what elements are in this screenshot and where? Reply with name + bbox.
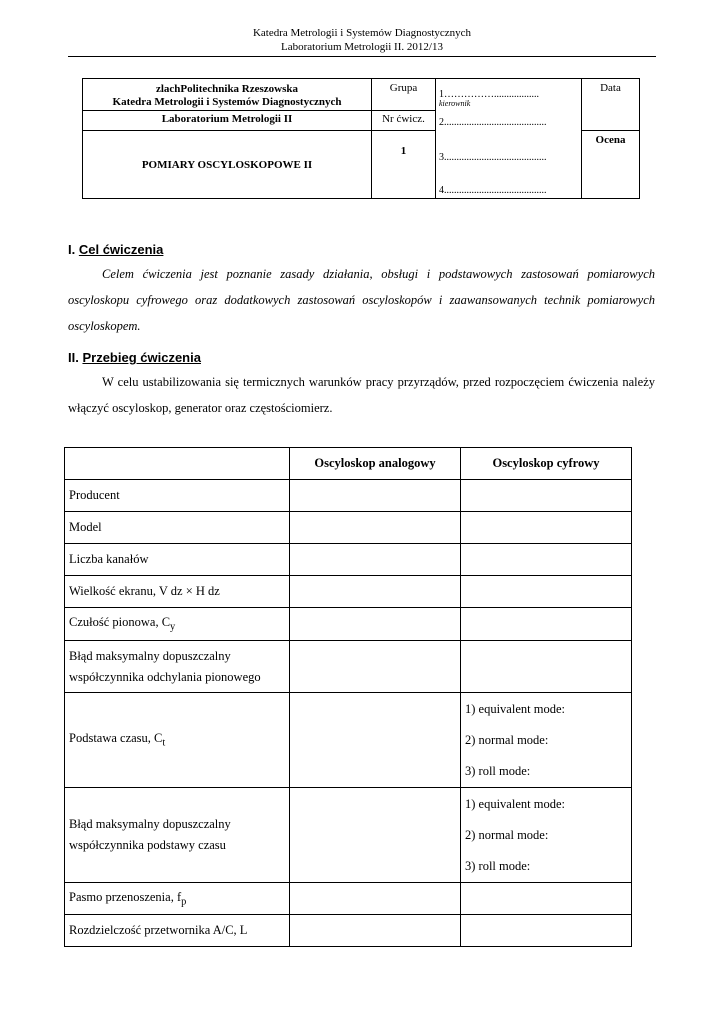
timebase-error-mode-normal: 2) normal mode: bbox=[465, 827, 549, 842]
row-label-producent: Producent bbox=[65, 480, 290, 512]
timebase-error-mode-equivalent: 1) equivalent mode: bbox=[465, 796, 565, 811]
kierownik-label: kierownik bbox=[439, 99, 471, 108]
cell-digital-bandwidth[interactable] bbox=[461, 883, 632, 915]
section1-text-block bbox=[68, 261, 655, 339]
department-name: Katedra Metrologii i Systemów Diagnostycznych bbox=[112, 96, 342, 108]
university-name: zlachPolitechnika Rzeszowska bbox=[155, 83, 299, 95]
timebase-error-line2: współczynnika podstawy czasu bbox=[69, 838, 226, 852]
cell-analog-sensitivity[interactable] bbox=[290, 608, 461, 641]
row-label-vertical-error bbox=[65, 641, 290, 693]
cell-digital-adc[interactable] bbox=[461, 915, 632, 947]
student-names-cell bbox=[436, 79, 582, 199]
exercise-form-table bbox=[82, 78, 640, 199]
cell-analog-vertical-error[interactable] bbox=[290, 641, 461, 693]
running-header bbox=[0, 26, 724, 54]
vertical-error-line2: współczynnika odchylania pionowego bbox=[69, 669, 261, 684]
nr-cwicz-label: Nr ćwicz. bbox=[372, 111, 436, 131]
table-row bbox=[65, 693, 632, 788]
header-empty-cell bbox=[65, 448, 290, 480]
row-label-channels: Liczba kanałów bbox=[65, 544, 290, 576]
row-label-adc: Rozdzielczość przetwornika A/C, L bbox=[65, 915, 290, 947]
row-label-sensitivity bbox=[65, 608, 290, 641]
vertical-error-line1: Błąd maksymalny dopuszczalny bbox=[69, 648, 231, 663]
table-row bbox=[65, 608, 632, 641]
table-row bbox=[65, 788, 632, 883]
nr-cwicz-value: 1 bbox=[372, 131, 436, 199]
university-cell bbox=[83, 79, 372, 111]
section1-heading bbox=[68, 242, 163, 257]
timebase-error-line1: Błąd maksymalny dopuszczalny bbox=[69, 817, 231, 831]
row-label-timebase-error bbox=[65, 788, 290, 883]
header-rule bbox=[68, 56, 656, 57]
cell-digital-vertical-error[interactable] bbox=[461, 641, 632, 693]
running-header-line2: Laboratorium Metrologii II. 2012/13 bbox=[281, 41, 443, 53]
lab-name: Laboratorium Metrologii II bbox=[83, 111, 372, 131]
column-digital: Oscyloskop cyfrowy bbox=[461, 448, 632, 480]
cell-digital-model[interactable] bbox=[461, 512, 632, 544]
ocena-cell: Ocena bbox=[582, 131, 640, 199]
cell-digital-channels[interactable] bbox=[461, 544, 632, 576]
table-row bbox=[65, 512, 632, 544]
cell-analog-timebase[interactable] bbox=[290, 693, 461, 788]
section2-heading bbox=[68, 350, 201, 365]
cell-analog-adc[interactable] bbox=[290, 915, 461, 947]
student-line-2: 2......................................... bbox=[439, 117, 547, 128]
section1-text: Celem ćwiczenia jest poznanie zasady działania, obsługi i podstawowych zastosowań pomiarowych oscyloskopu cyfrowego oraz dodatkowych zastosowań oscyloskopów i zaawansowanych technik pomiarowych oscyloskopem. bbox=[68, 267, 655, 333]
table-row bbox=[65, 544, 632, 576]
section2-text: W celu ustabilizowania się termicznych warunków pracy przyrządów, przed rozpoczęciem ćwiczenia należy włączyć oscyloskop, generator oraz częstościomierz. bbox=[68, 375, 655, 415]
section2-title: Przebieg ćwiczenia bbox=[82, 350, 201, 365]
exercise-title: POMIARY OSCYLOSKOPOWE II bbox=[83, 131, 372, 199]
cell-digital-sensitivity[interactable] bbox=[461, 608, 632, 641]
student-line-4: 4......................................... bbox=[439, 185, 547, 196]
cell-analog-channels[interactable] bbox=[290, 544, 461, 576]
sensitivity-subscript: y bbox=[170, 621, 176, 633]
oscilloscope-comparison-table bbox=[64, 447, 632, 947]
table-header-row bbox=[65, 448, 632, 480]
bandwidth-subscript: p bbox=[181, 896, 187, 908]
running-header-line1: Katedra Metrologii i Systemów Diagnostycznych bbox=[252, 27, 472, 39]
bandwidth-label: Pasmo przenoszenia, f bbox=[69, 889, 182, 904]
cell-digital-producent[interactable] bbox=[461, 480, 632, 512]
cell-digital-screen[interactable] bbox=[461, 576, 632, 608]
timebase-subscript: t bbox=[162, 737, 166, 749]
cell-analog-producent[interactable] bbox=[290, 480, 461, 512]
row-label-model: Model bbox=[65, 512, 290, 544]
row-label-bandwidth bbox=[65, 883, 290, 915]
section2-text-block bbox=[68, 369, 655, 421]
row-label-timebase bbox=[65, 693, 290, 788]
timebase-mode-normal: 2) normal mode: bbox=[465, 732, 549, 747]
table-row bbox=[65, 641, 632, 693]
timebase-mode-roll: 3) roll mode: bbox=[465, 763, 531, 778]
cell-analog-screen[interactable] bbox=[290, 576, 461, 608]
timebase-error-mode-roll: 3) roll mode: bbox=[465, 858, 531, 873]
student-line-3: 3......................................... bbox=[439, 152, 547, 163]
cell-analog-timebase-error[interactable] bbox=[290, 788, 461, 883]
table-row bbox=[65, 576, 632, 608]
section1-number: I. bbox=[68, 242, 76, 257]
column-analog: Oscyloskop analogowy bbox=[290, 448, 461, 480]
cell-analog-bandwidth[interactable] bbox=[290, 883, 461, 915]
table-row bbox=[65, 883, 632, 915]
row-label-screen: Wielkość ekranu, V dz × H dz bbox=[65, 576, 290, 608]
grupa-cell: Grupa bbox=[372, 79, 436, 111]
section2-number: II. bbox=[68, 350, 79, 365]
sensitivity-label: Czułość pionowa, C bbox=[69, 615, 171, 630]
timebase-mode-equivalent: 1) equivalent mode: bbox=[465, 701, 565, 716]
data-cell: Data bbox=[582, 79, 640, 131]
section1-title: Cel ćwiczenia bbox=[78, 242, 164, 257]
cell-digital-timebase-error[interactable] bbox=[461, 788, 632, 883]
table-row bbox=[65, 915, 632, 947]
timebase-label: Podstawa czasu, C bbox=[69, 731, 163, 746]
student-line-1: 1…………….................. bbox=[439, 89, 539, 100]
table-row bbox=[65, 480, 632, 512]
cell-analog-model[interactable] bbox=[290, 512, 461, 544]
cell-digital-timebase[interactable] bbox=[461, 693, 632, 788]
